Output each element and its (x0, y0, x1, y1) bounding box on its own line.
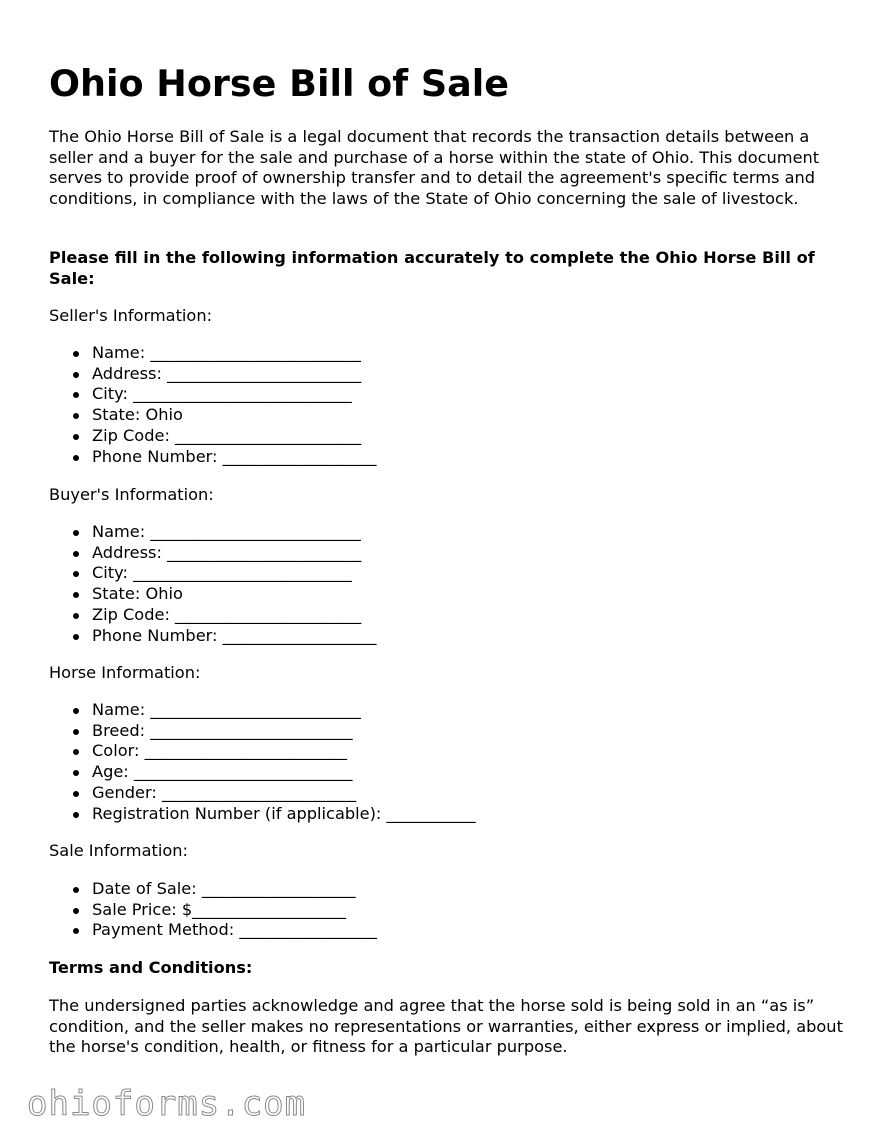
bullet-icon (73, 634, 79, 640)
bullet-icon (73, 908, 79, 914)
bullet-icon (73, 887, 79, 893)
seller-name-field (49, 343, 376, 364)
horse-fields-list (49, 700, 476, 824)
field-label: State: Ohio (92, 584, 183, 604)
buyer-state-field (49, 584, 376, 605)
buyer-phone-field (49, 626, 376, 647)
field-label: Registration Number (if applicable): ___________ (92, 803, 476, 823)
buyer-name-field (49, 522, 376, 543)
field-label: State: Ohio (92, 405, 183, 425)
bullet-icon (73, 571, 79, 577)
horse-section-heading: Horse Information: (49, 663, 201, 682)
horse-age-field (49, 762, 476, 783)
bullet-icon (73, 791, 79, 797)
bullet-icon (73, 455, 79, 461)
horse-gender-field (49, 783, 476, 804)
bullet-icon (73, 770, 79, 776)
field-label: Breed: _________________________ (92, 720, 353, 740)
field-label: Date of Sale: ___________________ (92, 879, 356, 898)
sale-price-field (49, 900, 377, 921)
horse-name-field (49, 700, 476, 721)
field-label: Gender: ________________________ (92, 782, 357, 802)
field-label: Color: _________________________ (92, 741, 347, 761)
bullet-icon (73, 392, 79, 398)
field-label: City: ___________________________ (92, 384, 352, 404)
terms-heading: Terms and Conditions: (49, 958, 253, 977)
bullet-icon (73, 413, 79, 419)
sale-section-heading: Sale Information: (49, 841, 188, 860)
field-label: Payment Method: _________________ (92, 920, 377, 940)
bullet-icon (73, 613, 79, 619)
bullet-icon (73, 729, 79, 735)
horse-color-field (49, 741, 476, 762)
bullet-icon (73, 551, 79, 557)
intro-paragraph: The Ohio Horse Bill of Sale is a legal document that records the transaction details between a seller and a buyer for the sale and purchase of a horse within the state of Ohio. This document serves to provide proof of ownership transfer and to detail the agreement's specific terms and conditions, in compliance with the laws of the State of Ohio concerning the sale of livestock. (49, 127, 820, 209)
buyer-zip-field (49, 605, 376, 626)
payment-method-field (49, 920, 377, 941)
field-label: Phone Number: ___________________ (92, 446, 377, 466)
horse-registration-field (49, 804, 476, 825)
seller-zip-field (49, 426, 376, 447)
seller-section-heading: Seller's Information: (49, 306, 213, 325)
field-label: Sale Price: $___________________ (92, 899, 346, 919)
seller-phone-field (49, 447, 376, 468)
field-label: Zip Code: _______________________ (92, 604, 362, 624)
field-label: Phone Number: ___________________ (92, 625, 377, 645)
field-label: Name: __________________________ (92, 343, 361, 362)
sale-date-field (49, 879, 377, 900)
seller-address-field (49, 364, 376, 385)
bullet-icon (73, 812, 79, 818)
sale-fields-list (49, 879, 377, 941)
field-label: City: ___________________________ (92, 563, 352, 583)
bullet-icon (73, 351, 79, 357)
terms-paragraph: The undersigned parties acknowledge and agree that the horse sold is being sold in an “as is” condition, and the seller makes no representations or warranties, either express or implied, about the horse's condition, health, or fitness for a particular purpose. (49, 996, 843, 1057)
field-label: Age: ___________________________ (92, 762, 353, 782)
seller-city-field (49, 384, 376, 405)
field-label: Name: __________________________ (92, 700, 361, 719)
bullet-icon (73, 434, 79, 440)
buyer-section-heading: Buyer's Information: (49, 485, 214, 504)
field-label: Address: ________________________ (92, 542, 362, 562)
bullet-icon (73, 749, 79, 755)
seller-state-field (49, 405, 376, 426)
horse-breed-field (49, 721, 476, 742)
field-label: Zip Code: _______________________ (92, 425, 362, 445)
seller-fields-list (49, 343, 376, 467)
bullet-icon (73, 530, 79, 536)
buyer-address-field (49, 543, 376, 564)
site-watermark: ohioforms.com (27, 1084, 307, 1124)
bullet-icon (73, 708, 79, 714)
buyer-fields-list (49, 522, 376, 646)
bullet-icon (73, 372, 79, 378)
bullet-icon (73, 592, 79, 598)
bullet-icon (73, 928, 79, 934)
instruction-text: Please fill in the following information accurately to complete the Ohio Horse Bill of Sale: (49, 248, 815, 288)
field-label: Address: ________________________ (92, 363, 362, 383)
document-title: Ohio Horse Bill of Sale (49, 62, 510, 105)
field-label: Name: __________________________ (92, 522, 361, 541)
buyer-city-field (49, 563, 376, 584)
